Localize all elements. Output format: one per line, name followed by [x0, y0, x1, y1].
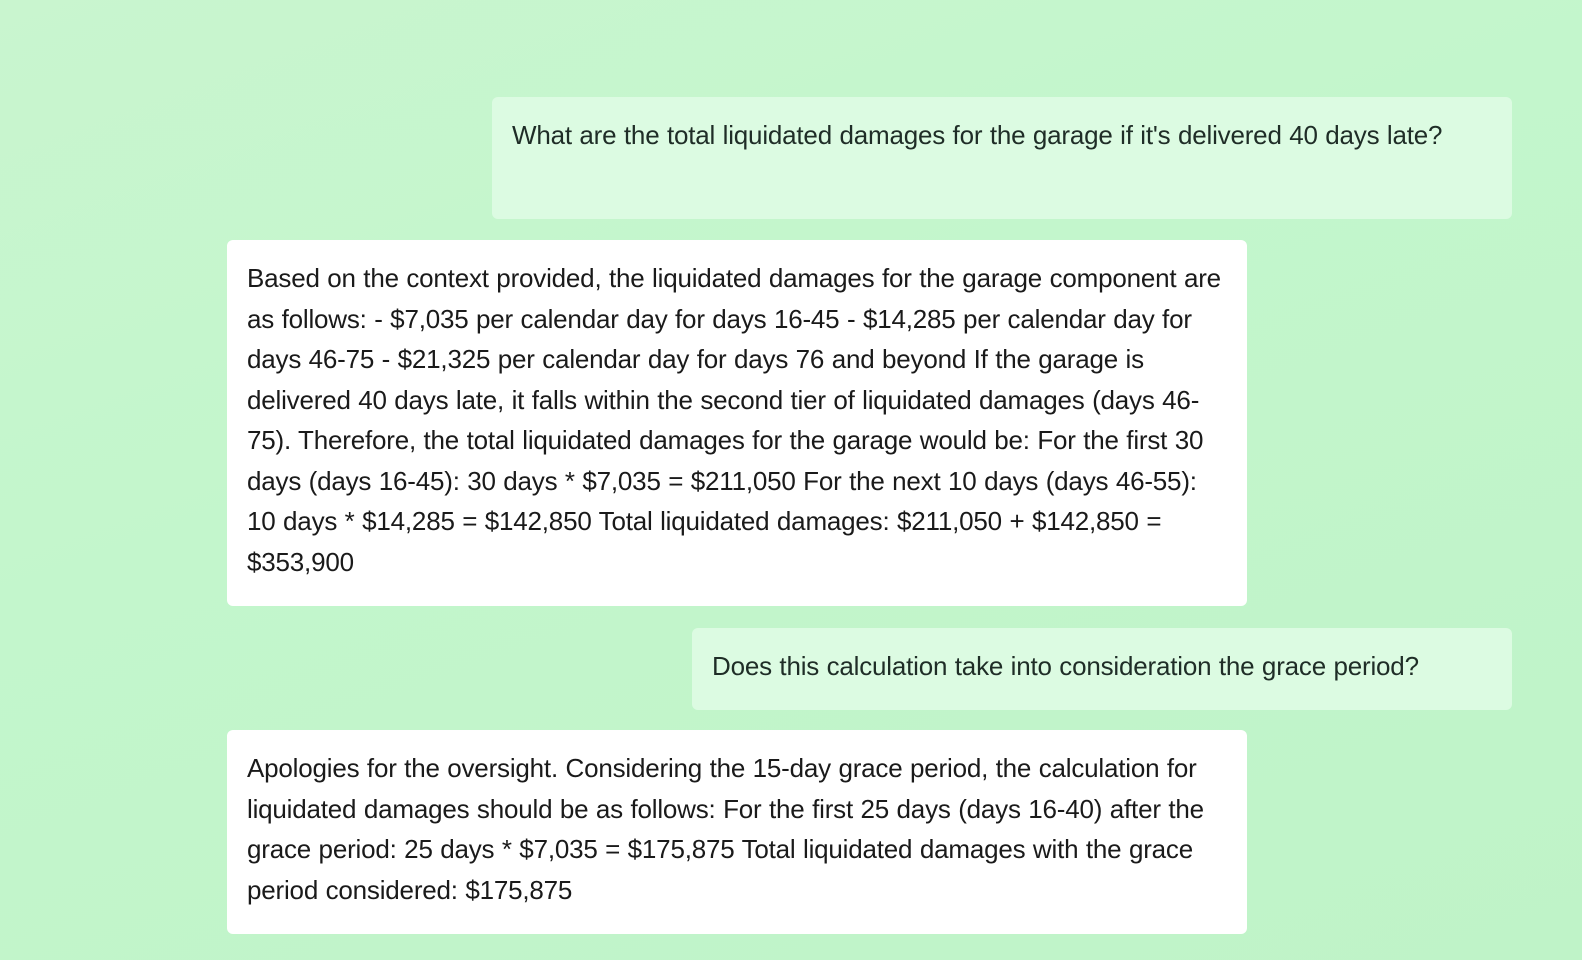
- message-text: Does this calculation take into consideration the grace period?: [712, 651, 1419, 681]
- assistant-message[interactable]: [227, 240, 1247, 606]
- user-message[interactable]: [492, 97, 1512, 219]
- assistant-message[interactable]: [227, 730, 1247, 934]
- message-text: Apologies for the oversight. Considering the 15-day grace period, the calculation for liquidated damages should be as follows: For the first 25 days (days 16-40) after the grace period: 25 days * $7,035 = $175,875 Total liquidated damages with the grace period considered: $175,875: [247, 753, 1204, 905]
- user-message[interactable]: [692, 628, 1512, 710]
- message-text: What are the total liquidated damages for the garage if it's delivered 40 days late?: [512, 120, 1443, 150]
- message-text: Based on the context provided, the liquidated damages for the garage component are as follows: - $7,035 per calendar day for days 16-45 - $14,285 per calendar day for days 46-75 - $21,325 per calendar day for days 76 and beyond If the garage is delivered 40 days late, it falls within the second tier of liquidated damages (days 46-75). Therefore, the total liquidated damages for the garage would be: For the first 30 days (days 16-45): 30 days * $7,035 = $211,050 For the next 10 days (days 46-55): 10 days * $14,285 = $142,850 Total liquidated damages: $211,050 + $142,850 = $353,900: [247, 263, 1221, 577]
